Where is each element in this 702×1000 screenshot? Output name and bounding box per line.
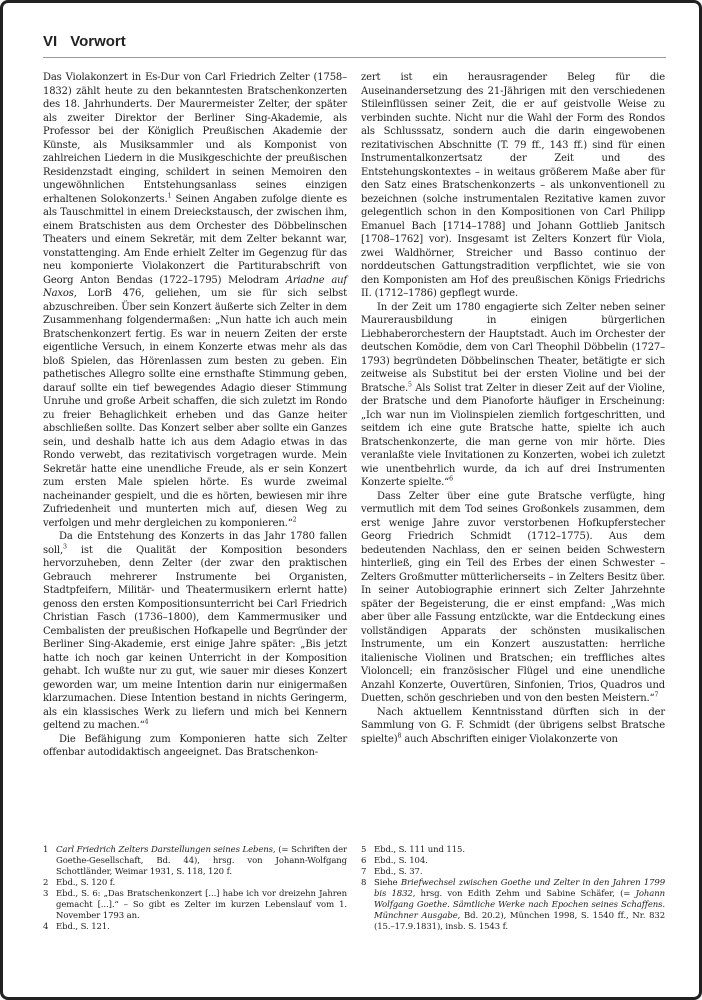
left-column-footnotes <box>43 845 347 933</box>
text-run: Ariadne auf Naxos <box>43 274 347 299</box>
footnote-number: 3 <box>43 888 49 899</box>
page-title: Vorwort <box>70 33 126 50</box>
footnote <box>43 922 347 933</box>
left-column-body <box>43 71 347 760</box>
footnote-text <box>56 878 347 889</box>
text-run: Briefwechsel zwischen Goethe und Zelter in den Jahren 1799 bis 1832 <box>374 877 665 899</box>
footnote-number: 1 <box>43 844 49 855</box>
footnote <box>361 867 665 878</box>
footnote <box>361 856 665 867</box>
text-run: Siehe <box>374 877 401 888</box>
footnote-number: 2 <box>43 877 49 888</box>
right-column <box>361 71 665 959</box>
footnote-text <box>374 867 665 878</box>
footnote-text <box>374 856 665 867</box>
footnote-text <box>56 922 347 933</box>
text-run: auch Abschriften einiger Violakonzerte von <box>401 733 618 745</box>
text-run: Als Solist trat Zelter in dieser Zeit auf der Violine, der Bratsche und dem Pianoforte häufiger in Erscheinung: „Ich war nun im Violinspielen ziemlich fortgeschritten, und seitdem ich eine gute Bratsche hatte, spielte ich auch Bratschenkonzerte, die man gerne von mir hörte. Dies veranlaßte viele Invitationen zu Konzerten, wobei ich zuletzt wie unentbehrlich wurde, da ich auf drei Instrumenten Konzerte spielte.“ <box>361 382 665 488</box>
page-number: VI <box>43 33 58 50</box>
footnote-reference: 8 <box>397 732 402 740</box>
footnote-reference: 7 <box>654 691 659 699</box>
text-run: Da die Entstehung des Konzerts in das Jahr 1780 fallen soll, <box>43 531 347 556</box>
text-run: In der Zeit um 1780 engagierte sich Zelter neben seiner Maurerausbildung in einigen bürgerlichen Liebhaberorchestern der Hauptstadt. Auch im Orchester der deutschen Komödie, dem von Carl Theophil Döbbelin (1727–1793) begründeten Döbbelinschen Theater, betätigte er sich zeitweise als Substitut bei der ersten Violine und bei der Bratsche. <box>361 301 665 394</box>
text-run: Ebd., S. 120 f. <box>56 877 116 888</box>
text-run: Die Befähigung zum Komponieren hatte sich Zelter offenbar autodidaktisch angeeignet. Das Bratschenkon- <box>43 733 347 758</box>
footnote-number: 5 <box>361 844 367 855</box>
text-run: , Bd. 20.2), München 1998, S. 1540 ff., Nr. 832 (15.–17.9.1831), insb. S. 1543 f. <box>374 910 665 932</box>
text-run: Ebd., S. 6: „Das Bratschenkonzert [...] habe ich vor dreizehn Jahren gemacht [...].“ – So gibt es Zelter im kurzen Lebenslauf vom 1. November 1793 an. <box>56 888 347 921</box>
paragraph <box>43 733 347 760</box>
text-run: Johann Wolfgang Goethe. Sämtliche Werke nach Epochen seines Schaffens. Münchner Ausgabe <box>374 888 665 921</box>
footnote <box>361 878 665 933</box>
right-column-footnotes <box>361 845 665 933</box>
footnote-number: 7 <box>361 866 367 877</box>
footnote-number: 6 <box>361 855 367 866</box>
text-run: Ebd., S. 37. <box>374 866 423 877</box>
footnote <box>43 878 347 889</box>
paragraph <box>361 71 665 301</box>
paragraph <box>43 71 347 530</box>
text-run: zert ist ein herausragender Beleg für die Auseinandersetzung des 21-Jährigen mit den verschiedenen Stileinflüssen seiner Zeit, die er auf geistvolle Weise zu verbinden suchte. Nicht nur die Wahl der Form des Rondos als Schlusssatz, sondern auch die darin eingewobenen rezitativischen Abschnitte (T. 79 ff., 143 ff.) sind für einen Instrumentalkonzertsatz der Zeit und des Entstehungskontextes – in weitaus größerem Maße aber für den Satz eines Bratschenkonzerts – als unkonventionell zu bezeichnen (solche instrumentalen Rezitative kamen zuvor gelegentlich schon in den Kompositionen von Carl Philipp Emanuel Bach [1714–1788] und Johann Gottlieb Janitsch [1708–1762] vor). Insgesamt ist Zelters Konzert für Viola, zwei Waldhörner, Streicher und Basso continuo der norddeutschen Gattungstradition verpflichtet, wie sie von den Komponisten am Hof des preußischen Königs Friedrichs II. (1712–1786) gepflegt wurde. <box>361 72 665 299</box>
text-run: Nach aktuellem Kenntnisstand dürften sich in der Sammlung von G. F. Schmidt (der übrigens selbst Bratsche spielte) <box>361 706 665 745</box>
paragraph <box>43 530 347 733</box>
footnote-reference: 3 <box>62 543 67 551</box>
footnote <box>361 845 665 856</box>
left-column <box>43 71 347 959</box>
paragraph <box>361 490 665 706</box>
footnote-text <box>56 845 347 878</box>
footnote-reference: 6 <box>449 475 453 483</box>
footnote-reference: 4 <box>144 718 149 726</box>
text-run: Ebd., S. 111 und 115. <box>374 844 465 855</box>
page-content <box>3 3 699 959</box>
footnote-reference: 5 <box>408 381 412 389</box>
footnote-text <box>374 878 665 933</box>
text-run: Ebd., S. 104. <box>374 855 428 866</box>
paragraph <box>361 706 665 747</box>
footnote-number: 4 <box>43 921 49 932</box>
text-run: , LorB 476, geliehen, um sie für sich selbst abzuschreiben. Über sein Konzert äußerte sich Zelter in dem Zusammenhang folgendermaßen: „Nun hatte ich auch mein Bratschenkonzert fertig. Es war in neuern Zeiten der erste eigentliche Versuch, in einem Konzerte etwas mehr als das bloß Spielen, das Hörenlassen zum besten zu geben. Ein pathetisches Allegro sollte eine ernsthafte Stimmung geben, darauf sollte ein tief bewegendes Adagio dieser Stimmung Unruhe und große Arbeit schaffen, die sich zuletzt im Rondo zu freier Behaglichkeit erheben und das Ganze heiter abschließen sollte. Das Konzert selber aber sollte ein Ganzes sein, und deshalb hatte ich aus dem Adagio etwas in das Rondo verwebt, das rezitativisch vorgetragen wurde. Mein Sekretär hatte eine unendliche Freude, als er sein Konzert zum ersten Male spielen hörte. Es wurde zweimal nacheinander gespielt, und die es hörten, bewiesen mir ihre Zufriedenheit und munterten mich auf, diesen Weg zu verfolgen und mehr dergleichen zu komponieren.“ <box>43 288 347 529</box>
footnote <box>43 889 347 922</box>
text-run: ist die Qualität der Komposition besonders hervorzuheben, denn Zelter (der zwar den praktischen Gebrauch mehrerer Instrumente bei Organisten, Stadtpfeifern, Militär- und Theatermusikern erlernt hatte) genoss den ersten Kompositionsunterricht bei Carl Friedrich Christian Fasch (1736–1800), dem Kammermusiker und Cembalisten der preußischen Hofkapelle und Begründer der Berliner Sing-Akademie, erst einige Jahre später: „Bis jetzt hatte ich noch gar keinen Unterricht in der Komposition gehabt. Ich wußte nur zu gut, wie sauer mir dieses Konzert geworden war, um meine Intention darin nur einigermaßen klarzumachen. Diese Intention bestand in nichts Geringerm, als ein klassisches Werk zu liefern und mich bei Kennern geltend zu machen.“ <box>43 544 347 731</box>
footnote-text <box>56 889 347 922</box>
footnote-number: 8 <box>361 877 367 888</box>
text-run: Ebd., S. 121. <box>56 921 110 932</box>
footnote <box>43 845 347 878</box>
footnote-reference: 1 <box>167 192 172 200</box>
text-run: Carl Friedrich Zelters Darstellungen seines Lebens <box>56 844 273 855</box>
text-run: Seinen Angaben zufolge diente es als Tauschmittel in einem Dreieckstausch, der zwischen ihm, einem Bratschisten aus dem Orchester des Döbbelinschen Theaters und einem Sekretär, mit dem Zelter bekannt war, vonstattenging. Am Ende erhielt Zelter im Gegenzug für das neu komponierte Violakonzert die Partiturabschrift von Georg Anton Bendas (1722–1795) Melodram <box>43 193 347 286</box>
two-column-layout <box>43 71 666 959</box>
paragraph <box>361 301 665 490</box>
footnote-text <box>374 845 665 856</box>
text-run: Dass Zelter über eine gute Bratsche verfügte, hing vermutlich mit dem Tod seines Großonkels zusammen, dem erst wenige Jahre zuvor verstorbenen Hofkupferstecher Georg Friedrich Schmidt (1712–1775). Aus dem bedeutenden Nachlass, den er seinen beiden Schwestern hinterließ, ging ein Teil des Erbes der einen Schwester – Zelters Großmutter mütterlicherseits – in Zelters Besitz über. In seiner Autobiographie erinnert sich Zelter Jahrzehnte später der Begeisterung, die er einst empfand: „Was mich aber über alle Fassung entzückte, war die Entdeckung eines vollständigen Apparats der schönsten musikalischen Instrumente, um ein Konzert auszustatten: herrliche italienische Violinen und Bratschen; ein treffliches altes Violoncell; ein französischer Flügel und eine unendliche Anzahl Konzerte, Ouvertüren, Sinfonien, Trios, Quadros und Duetten, schön geschrieben und von den besten Meistern.“ <box>361 490 665 704</box>
text-run: Das Violakonzert in Es-Dur von Carl Friedrich Zelter (1758–1832) zählt heute zu den bekanntesten Bratschenkonzerten des 18. Jahrhunderts. Der Maurermeister Zelter, der später als zweiter Direktor der Berliner Sing-Akademie, als Professor bei der Königlich Preußischen Akademie der Künste, als Musiksammler und als Komponist von zahlreichen Liedern in die Musikgeschichte der preußischen Residenzstadt einging, schildert in seinen Memoiren den ungewöhnlichen Entstehungsanlass seines einzigen erhaltenen Solokonzerts. <box>43 72 347 205</box>
footnote-reference: 2 <box>292 516 297 524</box>
right-column-body <box>361 71 665 746</box>
text-run: , hrsg. von Edith Zehm und Sabine Schäfer, (= <box>412 888 636 899</box>
text-run: , (= Schriften der Goethe-Gesellschaft, Bd. 44), hrsg. von Johann-Wolfgang Schottländer, Weimar 1931, S. 118, 120 f. <box>56 844 347 877</box>
page-header <box>43 33 666 58</box>
